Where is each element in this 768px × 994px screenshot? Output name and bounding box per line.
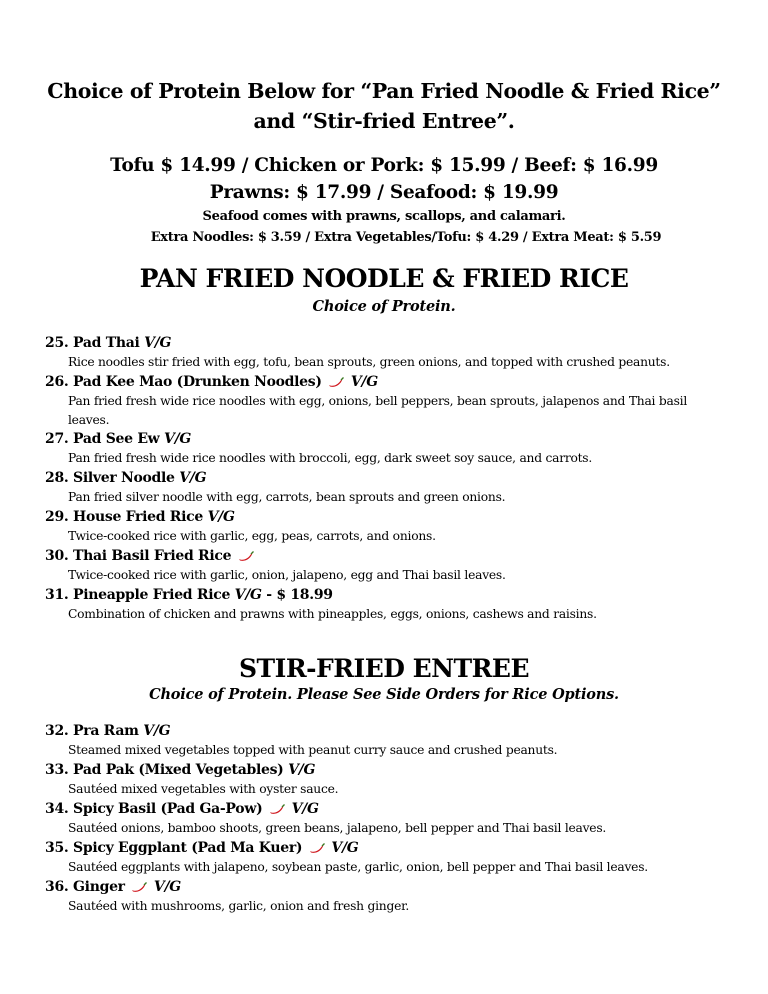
menu-item [45,586,725,624]
menu-item-description: Sautéed mixed vegetables with oyster sauce. [68,782,339,796]
section-subtitle-stir-fried: Choice of Protein. Please See Side Orders for Rice Options. [149,686,619,703]
vegetarian-gluten-tag: V/G [143,723,171,739]
heading-line-1: Choice of Protein Below for “Pan Fried Noodle & Fried Rice” [47,79,721,103]
menu-item-name: 31. Pineapple Fried Rice [45,587,231,603]
menu-item-name: 25. Pad Thai [45,335,140,351]
menu-item-name: 30. Thai Basil Fried Rice [45,548,232,564]
menu-item-name: 28. Silver Noodle [45,470,175,486]
menu-item [45,761,725,799]
prices-line-2: Prawns: $ 17.99 / Seafood: $ 19.99 [209,182,559,203]
menu-item-title [45,878,725,897]
menu-item-description: Rice noodles stir fried with egg, tofu, bean sprouts, green onions, and topped with crushed peanuts. [68,355,670,369]
protein-choice-heading [0,76,768,136]
prices-line-1: Tofu $ 14.99 / Chicken or Pork: $ 15.99 / Beef: $ 16.99 [110,155,658,176]
menu-item [45,878,725,916]
chili-pepper-icon [327,376,345,388]
menu-item-title [45,430,725,449]
menu-item-name: 33. Pad Pak (Mixed Vegetables) [45,762,284,778]
chili-pepper-icon [237,550,255,562]
menu-item-description: Twice-cooked rice with garlic, onion, jalapeno, egg and Thai basil leaves. [68,568,506,582]
menu-item-title [45,800,725,819]
menu-item-description: Pan fried fresh wide rice noodles with egg, onions, bell peppers, bean sprouts, jalapenos and Thai basil leaves. [68,394,688,427]
menu-item-description: Pan fried silver noodle with egg, carrots, bean sprouts and green onions. [68,490,506,504]
menu-item-name: 27. Pad See Ew [45,431,160,447]
menu-item-name: 26. Pad Kee Mao (Drunken Noodles) [45,374,322,390]
menu-item-title [45,508,725,527]
menu-item-title [45,334,725,353]
menu-item-description: Sautéed eggplants with jalapeno, soybean paste, garlic, onion, bell pepper and Thai basil leaves. [68,860,648,874]
menu-item-title [45,839,725,858]
vegetarian-gluten-tag: V/G [288,762,316,778]
menu-item-name: 32. Pra Ram [45,723,139,739]
menu-item-title [45,722,725,741]
menu-item-name: 35. Spicy Eggplant (Pad Ma Kuer) [45,840,303,856]
menu-item [45,430,725,468]
seafood-note: Seafood comes with prawns, scallops, and calamari. [202,209,566,224]
menu-item [45,373,725,430]
menu-item-description: Pan fried fresh wide rice noodles with broccoli, egg, dark sweet soy sauce, and carrots. [68,451,593,465]
vegetarian-gluten-tag: V/G [153,879,181,895]
menu-item-description: Twice-cooked rice with garlic, egg, peas, carrots, and onions. [68,529,436,543]
menu-item-description: Sautéed with mushrooms, garlic, onion and fresh ginger. [68,899,410,913]
protein-prices [0,152,768,206]
menu-item-name: 34. Spicy Basil (Pad Ga-Pow) [45,801,263,817]
heading-line-2: and “Stir-fried Entree”. [253,109,515,133]
vegetarian-gluten-tag: V/G [350,374,378,390]
menu-item [45,722,725,760]
menu-item-title [45,761,725,780]
vegetarian-gluten-tag: V/G [331,840,359,856]
menu-item-price: - $ 18.99 [261,587,333,603]
menu-item-name: 36. Ginger [45,879,125,895]
menu-item [45,508,725,546]
chili-pepper-icon [308,842,326,854]
vegetarian-gluten-tag: V/G [291,801,319,817]
menu-item [45,334,725,372]
menu-item [45,469,725,507]
menu-item-title [45,373,725,392]
chili-pepper-icon [130,881,148,893]
section-title-pan-fried: PAN FRIED NOODLE & FRIED RICE [139,264,629,293]
menu-item-title [45,469,725,488]
vegetarian-gluten-tag: V/G [144,335,172,351]
menu-item [45,547,725,585]
menu-item-name: 29. House Fried Rice [45,509,203,525]
section-title-stir-fried: STIR-FRIED ENTREE [238,654,530,683]
extras-note: Extra Noodles: $ 3.59 / Extra Vegetables/Tofu: $ 4.29 / Extra Meat: $ 5.59 [150,230,662,245]
menu-item-description: Steamed mixed vegetables topped with peanut curry sauce and crushed peanuts. [68,743,558,757]
menu-item-description: Sautéed onions, bamboo shoots, green beans, jalapeno, bell pepper and Thai basil leaves. [68,821,607,835]
section-subtitle-pan-fried: Choice of Protein. [312,298,456,315]
vegetarian-gluten-tag: V/G [207,509,235,525]
vegetarian-gluten-tag: V/G [179,470,207,486]
chili-pepper-icon [268,803,286,815]
menu-item-title [45,586,725,605]
menu-item-description: Combination of chicken and prawns with pineapples, eggs, onions, cashews and raisins. [68,607,597,621]
vegetarian-gluten-tag: V/G [234,587,262,603]
vegetarian-gluten-tag: V/G [164,431,192,447]
menu-item-title [45,547,725,566]
menu-item [45,839,725,877]
menu-item [45,800,725,838]
